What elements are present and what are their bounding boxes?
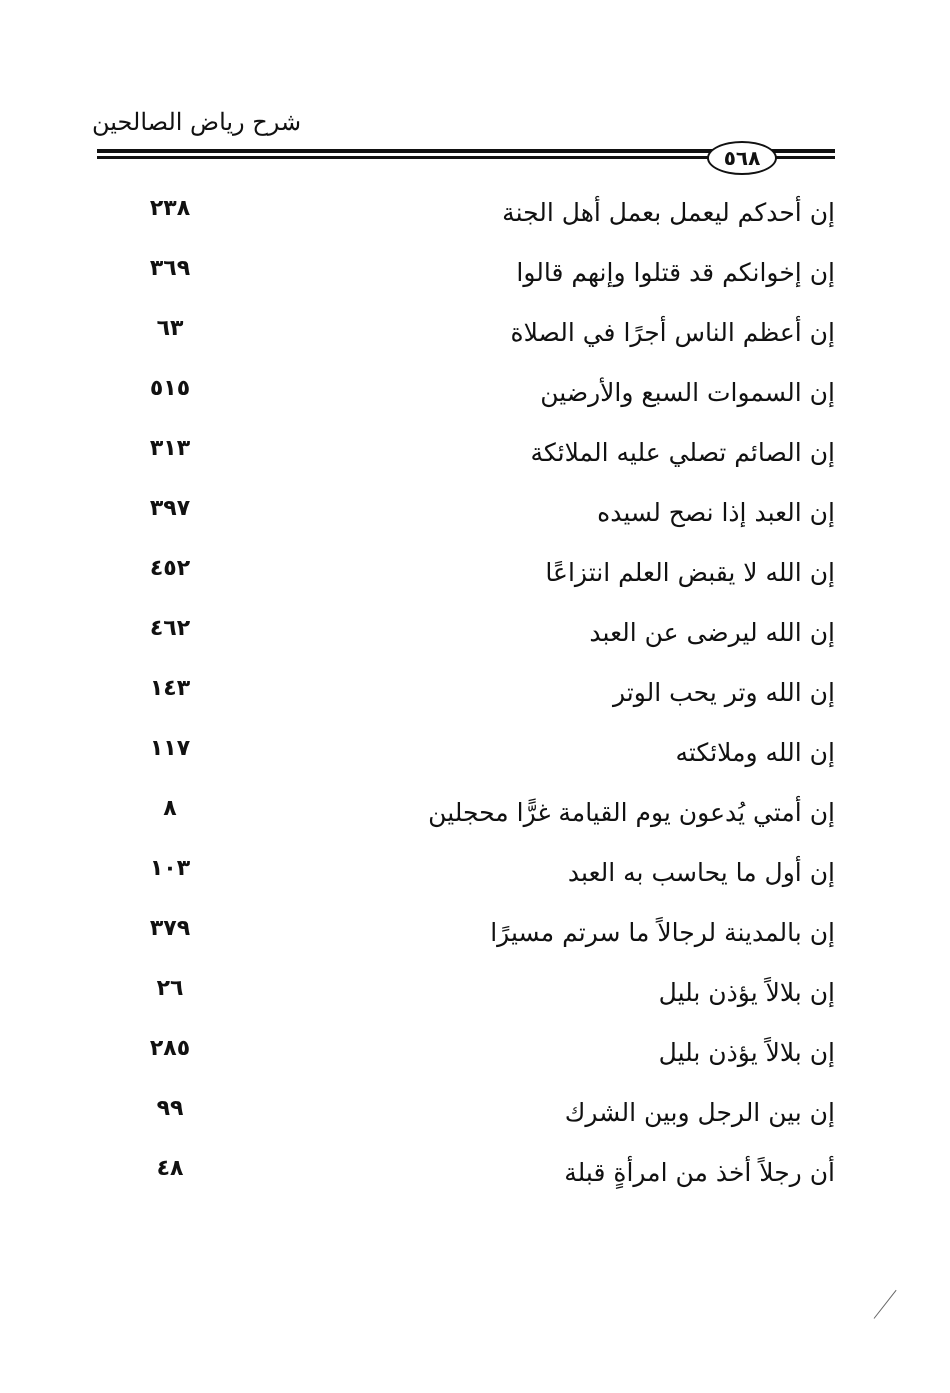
entry-page-number: ٣١٣ bbox=[149, 436, 191, 461]
entry-text: إن الله وملائكته bbox=[675, 738, 835, 767]
index-row bbox=[0, 1030, 950, 1090]
entry-text: إن أعظم الناس أجرًا في الصلاة bbox=[510, 318, 835, 347]
index-row bbox=[0, 730, 950, 790]
index-row bbox=[0, 490, 950, 550]
entry-text: أن رجلاً أخذ من امرأةٍ قبلة bbox=[564, 1158, 835, 1187]
entry-page-number: ٥١٥ bbox=[149, 376, 191, 401]
entry-text: إن العبد إذا نصح لسيده bbox=[597, 498, 835, 527]
entry-page-number: ٤٦٢ bbox=[149, 616, 191, 641]
entry-text: إن بالمدينة لرجالاً ما سرتم مسيرًا bbox=[490, 918, 835, 947]
index-row bbox=[0, 850, 950, 910]
entry-page-number: ٦٣ bbox=[156, 316, 184, 341]
index-row bbox=[0, 310, 950, 370]
entry-page-number: ٤٥٢ bbox=[149, 556, 191, 581]
index-row bbox=[0, 910, 950, 970]
page-number: ٥٦٨ bbox=[707, 141, 777, 175]
running-title: شرح رياض الصالحين bbox=[92, 108, 302, 136]
index-row bbox=[0, 370, 950, 430]
index-row bbox=[0, 1090, 950, 1150]
index-row bbox=[0, 670, 950, 730]
index-row bbox=[0, 610, 950, 670]
hadith-index-list bbox=[0, 190, 950, 1210]
entry-page-number: ١٠٣ bbox=[149, 856, 191, 881]
entry-page-number: ٢٨٥ bbox=[149, 1036, 191, 1061]
entry-page-number: ٣٦٩ bbox=[149, 256, 191, 281]
entry-text: إن إخوانكم قد قتلوا وإنهم قالوا bbox=[516, 258, 835, 287]
index-row bbox=[0, 250, 950, 310]
entry-page-number: ٢٣٨ bbox=[149, 196, 191, 221]
entry-page-number: ١١٧ bbox=[149, 736, 191, 761]
entry-text: إن أول ما يحاسب به العبد bbox=[567, 858, 835, 887]
entry-page-number: ٣٧٩ bbox=[149, 916, 191, 941]
entry-text: إن الله لا يقبض العلم انتزاعًا bbox=[545, 558, 835, 587]
entry-text: إن الله ليرضى عن العبد bbox=[589, 618, 835, 647]
entry-page-number: ١٤٣ bbox=[149, 676, 191, 701]
entry-text: إن بلالاً يؤذن بليل bbox=[658, 978, 835, 1007]
index-row bbox=[0, 1150, 950, 1210]
entry-page-number: ٩٩ bbox=[156, 1096, 184, 1121]
entry-text: إن السموات السبع والأرضين bbox=[540, 378, 835, 407]
scan-mark bbox=[874, 1290, 897, 1319]
index-row bbox=[0, 550, 950, 610]
entry-page-number: ٨ bbox=[163, 796, 177, 821]
entry-text: إن الصائم تصلي عليه الملائكة bbox=[530, 438, 835, 467]
entry-page-number: ٢٦ bbox=[156, 976, 184, 1001]
index-row bbox=[0, 190, 950, 250]
entry-page-number: ٤٨ bbox=[156, 1156, 184, 1181]
index-row bbox=[0, 970, 950, 1030]
index-row bbox=[0, 430, 950, 490]
entry-text: إن أحدكم ليعمل بعمل أهل الجنة bbox=[502, 198, 835, 227]
entry-text: إن أمتي يُدعون يوم القيامة غرًّا محجلين bbox=[428, 798, 835, 827]
entry-page-number: ٣٩٧ bbox=[149, 496, 191, 521]
entry-text: إن بلالاً يؤذن بليل bbox=[658, 1038, 835, 1067]
index-row bbox=[0, 790, 950, 850]
entry-text: إن بين الرجل وبين الشرك bbox=[564, 1098, 835, 1127]
entry-text: إن الله وتر يحب الوتر bbox=[612, 678, 835, 707]
